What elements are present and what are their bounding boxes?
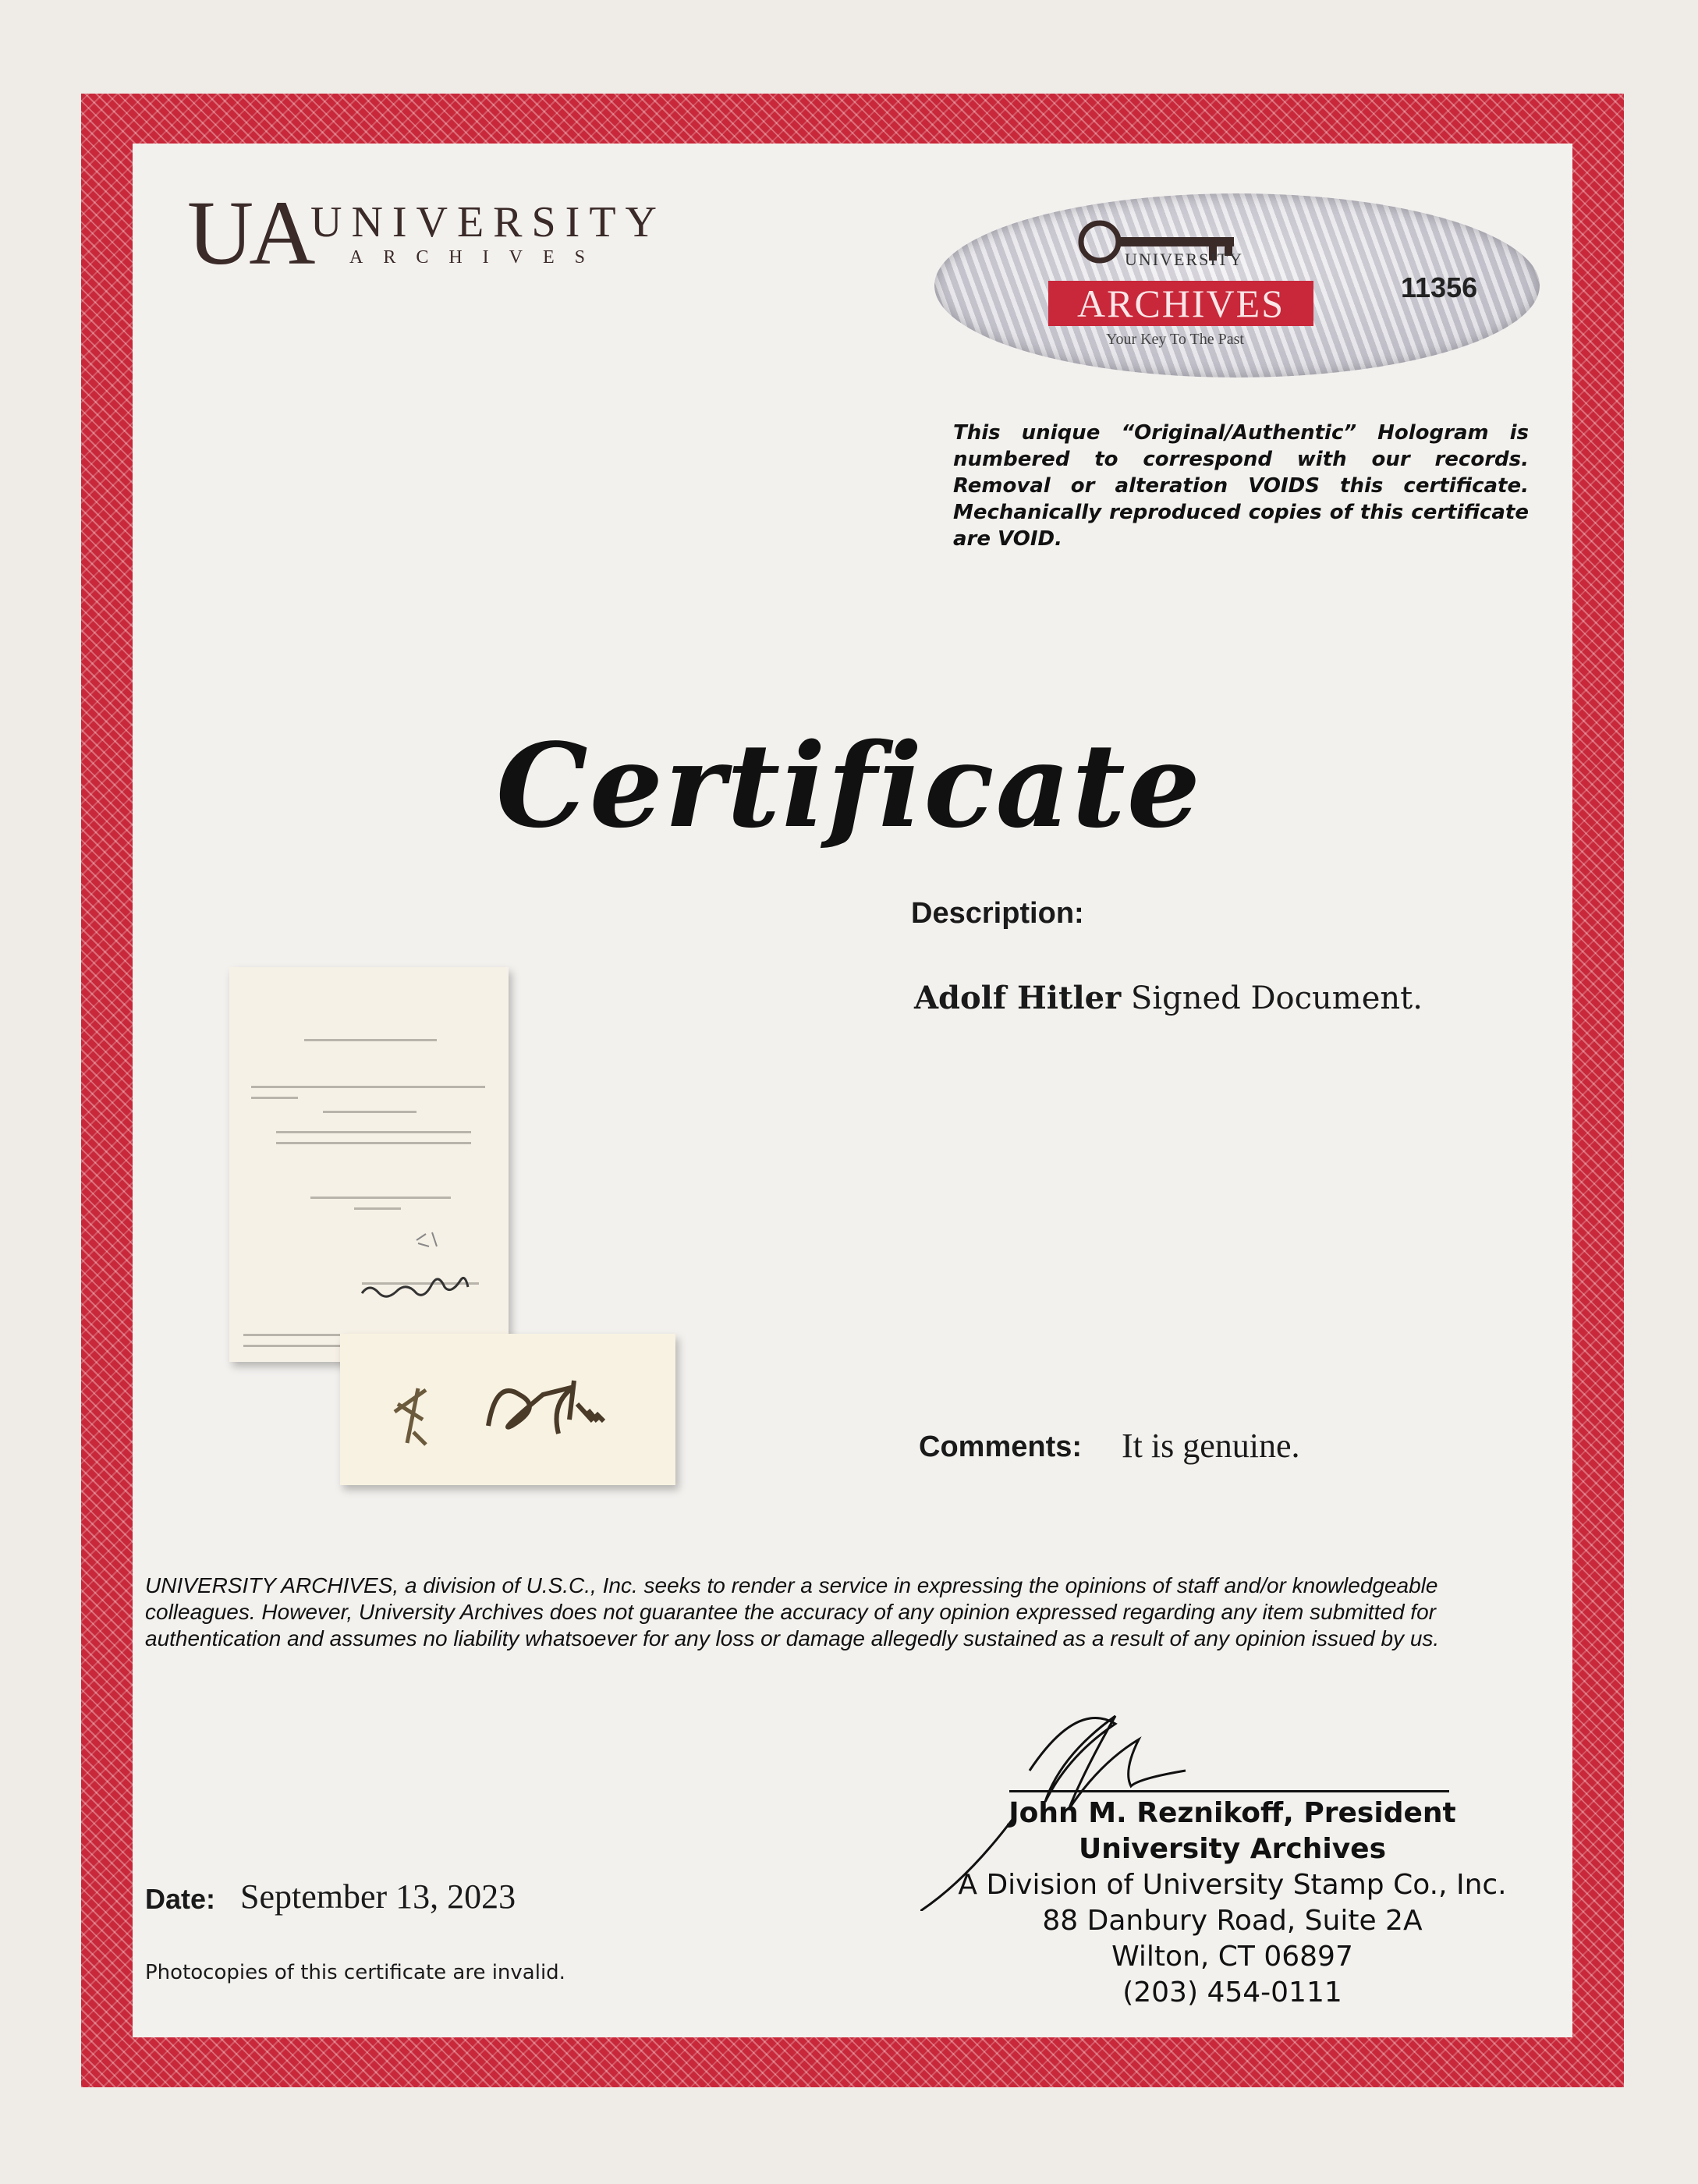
date-value: September 13, 2023	[240, 1877, 516, 1916]
hologram-university-label: UNIVERSITY	[1125, 250, 1243, 269]
signer-block	[905, 1796, 1560, 2011]
ua-logo-mark: UA	[187, 182, 311, 284]
hologram-notice: This unique “Original/Authentic” Hologram is numbered to correspond with our records. Removal or alteration VOIDS this certificate. Mechanically reproduced copies of this certificate are VOID.	[953, 421, 1529, 551]
logo-university-text: UNIVERSITY	[310, 198, 666, 246]
hologram-archives-banner: ARCHIVES	[1048, 281, 1313, 326]
disclaimer-text: UNIVERSITY ARCHIVES, a division of U.S.C., Inc. seeks to render a service in expressing the opinions of staff and/or knowledgeable colleagues. However, University Archives does not guarantee the accuracy of any opinion expressed regarding any item submitted for authentication and assumes no liability whatsoever for any loss or damage allegedly sustained as a result of any opinion issued by us.	[145, 1573, 1440, 1650]
hologram-serial-number: 11356	[1401, 271, 1478, 303]
date-label: Date:	[145, 1883, 216, 1915]
comments-label: Comments:	[919, 1431, 1083, 1463]
signer-address-line2: Wilton, CT 06897	[1111, 1941, 1353, 1973]
signer-division: A Division of University Stamp Co., Inc.	[958, 1869, 1507, 1901]
signature-card-signature	[379, 1357, 660, 1466]
authenticity-hologram	[934, 193, 1540, 378]
photocopy-notice: Photocopies of this certificate are invalid.	[145, 1961, 565, 1984]
signer-organization: University Archives	[1078, 1833, 1387, 1865]
description-text	[914, 980, 1423, 1016]
hologram-tagline: Your Key To The Past	[1106, 331, 1244, 348]
signature-card-image	[340, 1334, 675, 1485]
comments-text: It is genuine.	[1122, 1427, 1300, 1465]
description-label: Description:	[911, 897, 1084, 930]
signer-name: John M. Reznikoff, President	[1009, 1797, 1456, 1829]
certificate-title: Certificate	[496, 718, 1202, 853]
signer-address-line1: 88 Danbury Road, Suite 2A	[1042, 1905, 1423, 1937]
description-item: Signed Document.	[1121, 980, 1423, 1016]
document-signature	[346, 1225, 487, 1310]
signed-document-image	[229, 967, 509, 1362]
logo-archives-text: ARCHIVES	[349, 247, 606, 268]
description-subject: Adolf Hitler	[914, 980, 1122, 1016]
signer-phone: (203) 454-0111	[1122, 1977, 1342, 2008]
